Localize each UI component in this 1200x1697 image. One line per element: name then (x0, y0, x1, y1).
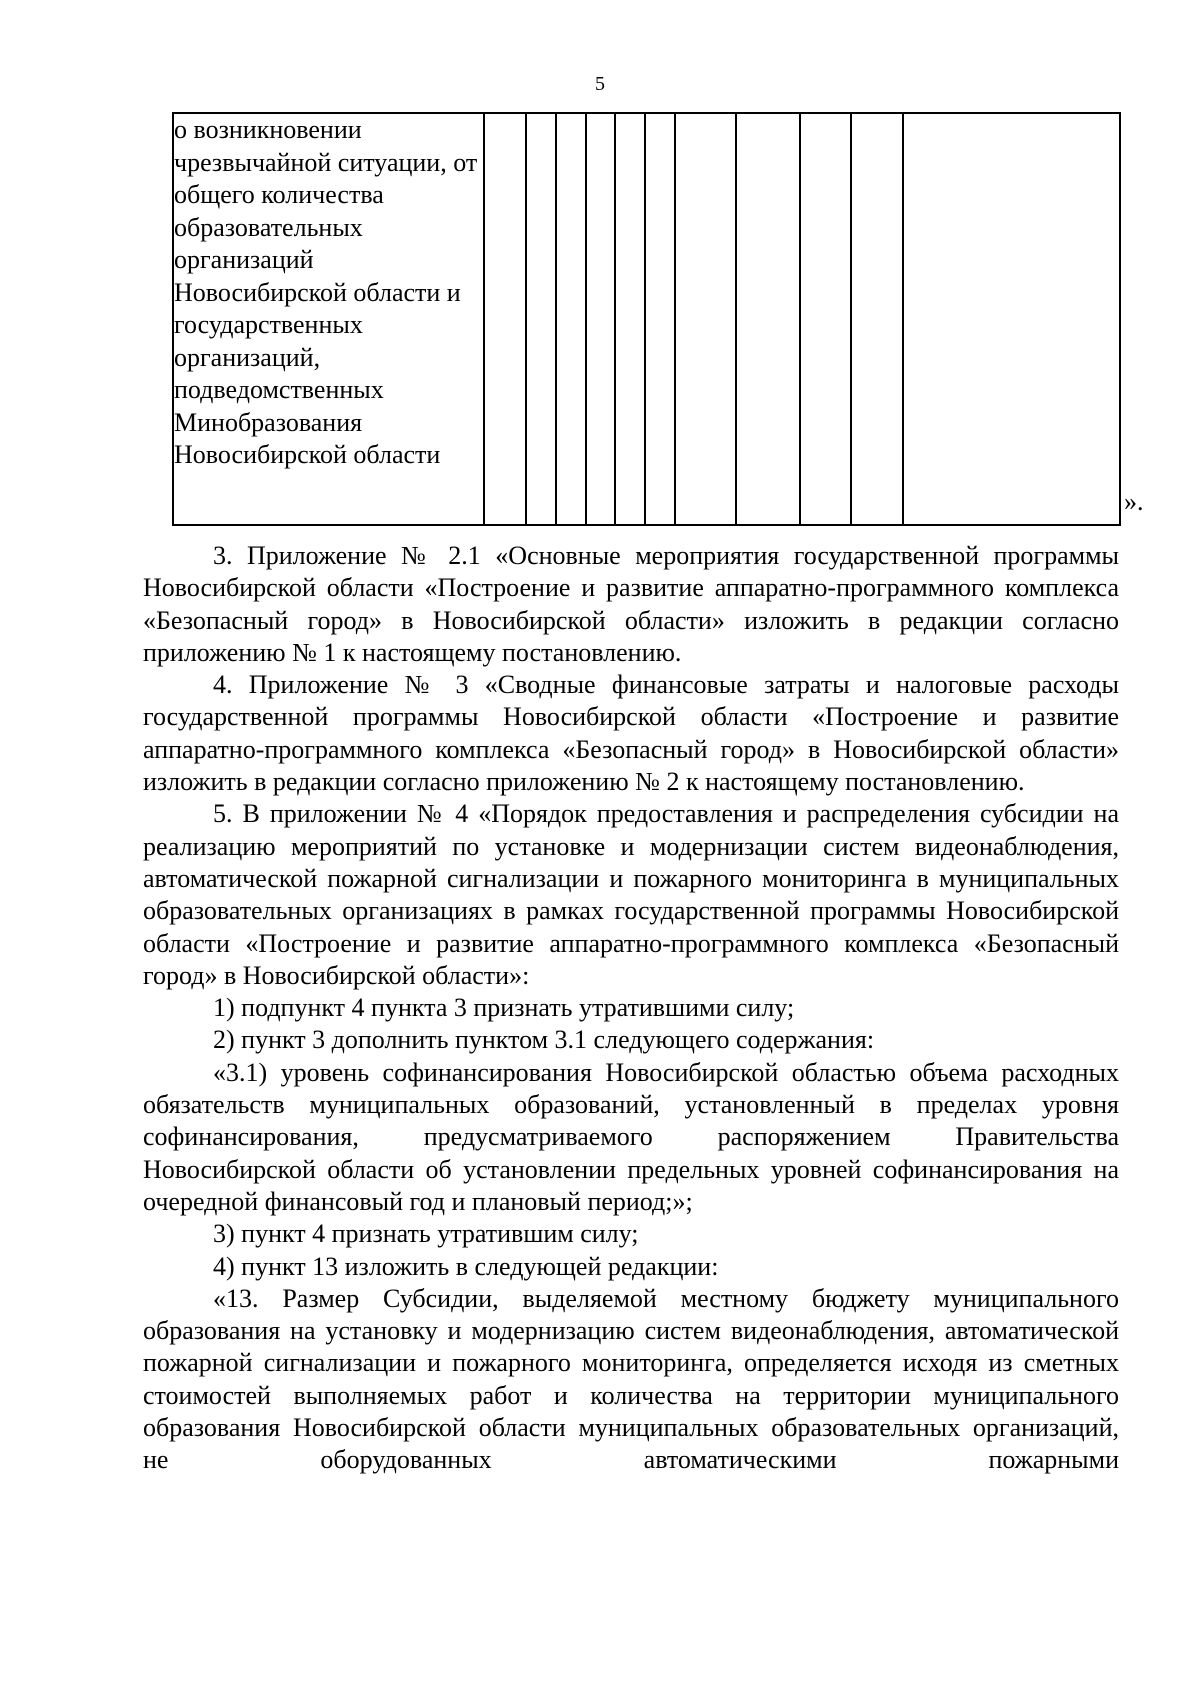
closing-quote: ». (1124, 487, 1144, 516)
table-empty-cell (526, 113, 556, 525)
table-label-cell: о возникновении чрезвычайной ситуации, от общего количества образовательных организаций Новосибирской области и государственных организаций, подведомственных Минобразования Новосибирской области (173, 113, 484, 525)
table-empty-cell (586, 113, 615, 525)
table-empty-cell (675, 113, 736, 525)
table-empty-cell (556, 113, 586, 525)
table-empty-cell (484, 113, 526, 525)
paragraph-subitem-2: 2) пункт 3 дополнить пунктом 3.1 следующего содержания: (213, 1025, 875, 1055)
paragraph-item-3: 3. Приложение № 2.1 «Основные мероприятия государственной программы Новосибирской области «Построение и развитие аппаратно-программного комплекса «Безопасный город» в Новосибирской области» изложить в редакции согласно приложению № 1 к настоящему постановлению. (143, 541, 1119, 667)
paragraph-item-4: 4. Приложение № 3 «Сводные финансовые затраты и налоговые расходы государственной программы Новосибирской области «Построение и развитие аппаратно-программного комплекса «Безопасный город» в Новосибирской области» изложить в редакции согласно приложению № 2 к настоящему постановлению. (143, 670, 1119, 797)
document-body (143, 540, 1119, 1477)
table-empty-cell (800, 113, 851, 525)
page-number: 5 (595, 73, 605, 95)
table-empty-cell (736, 113, 800, 525)
paragraph-item-5: 5. В приложении № 4 «Порядок предоставления и распределения субсидии на реализацию мероприятий по установке и модернизации систем видеонаблюдения, автоматической пожарной сигнализации и пожарного мониторинга в муниципальных образовательных организациях в рамках государственной программы Новосибирской области «Построение и развитие аппаратно-программного комплекса «Безопасный город» в Новосибирской области»: (143, 799, 1119, 990)
paragraph-quote-13: «13. Размер Субсидии, выделяемой местному бюджету муниципального образования на установку и модернизацию систем видеонаблюдения, автоматической пожарной сигнализации и пожарного мониторинга, определяется исходя из сметных стоимостей выполняемых работ и количества на территории муниципального образования Новосибирской области муниципальных образовательных организаций, не оборудованных автоматическими пожарными (143, 1283, 1119, 1475)
paragraph-subitem-3: 3) пункт 4 признать утратившим силу; (213, 1219, 639, 1249)
table-row (173, 113, 1120, 525)
paragraph-quote-3-1: «3.1) уровень софинансирования Новосибирской областью объема расходных обязательств муниципальных образований, установленный в пределах уровня софинансирования, предусматриваемого распоряжением Правительства Новосибирской области об установлении предельных уровней софинансирования на очередной финансовый год и плановый период;»; (143, 1057, 1119, 1216)
paragraph-subitem-4: 4) пункт 13 изложить в следующей редакции: (213, 1251, 719, 1281)
table-empty-cell (645, 113, 675, 525)
indicator-table (172, 112, 1121, 526)
paragraph-subitem-1: 1) подпункт 4 пункта 3 признать утратившими силу; (213, 993, 795, 1023)
table-empty-cell (615, 113, 645, 525)
table-empty-cell (903, 113, 1120, 525)
table-empty-cell (851, 113, 903, 525)
